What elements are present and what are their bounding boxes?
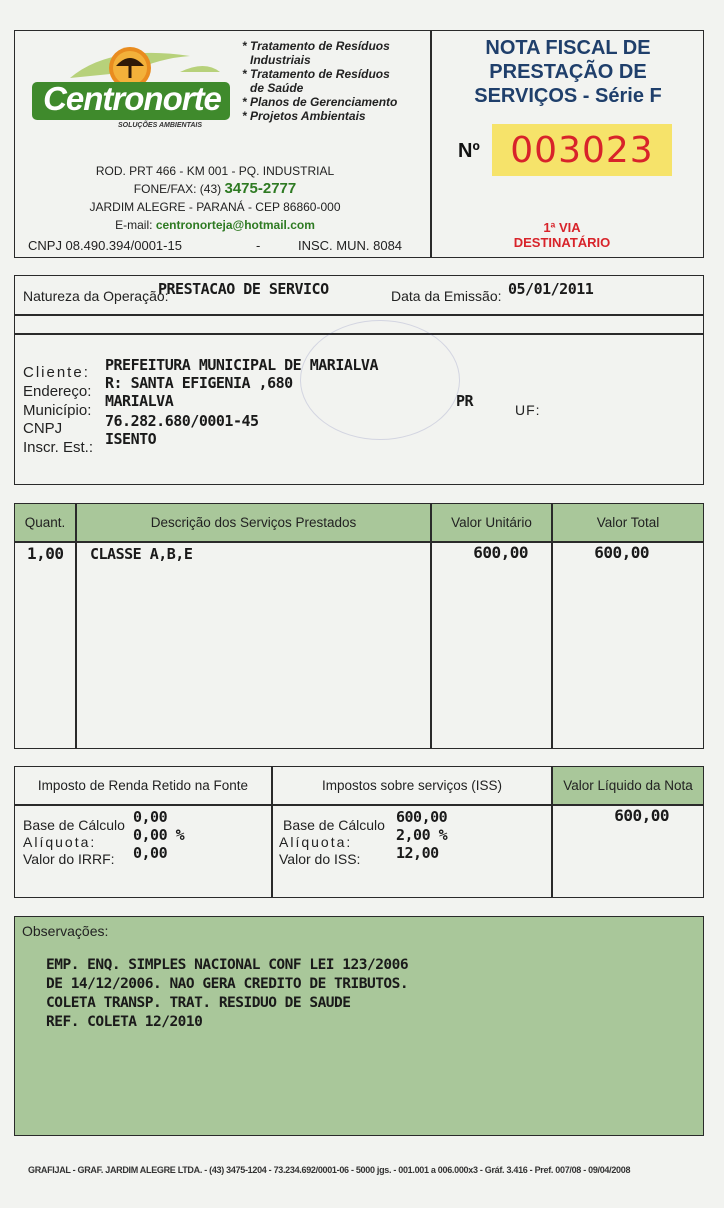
client-uf-value: PR bbox=[456, 392, 474, 410]
net-value: 600,00 bbox=[614, 806, 669, 825]
irrf-rate-value: 0,00 % bbox=[133, 826, 185, 844]
col-header-unit: Valor Unitário bbox=[451, 515, 532, 530]
via-label bbox=[470, 220, 654, 250]
iss-rate-label: Alíquota: bbox=[279, 834, 353, 850]
client-address-value: R: SANTA EFIGENIA ,680 bbox=[105, 374, 293, 392]
service-line: de Saúde bbox=[250, 81, 304, 95]
notes-line: DE 14/12/2006. NAO GERA CREDITO DE TRIBUTOS. bbox=[46, 976, 409, 992]
iss-base-label: Base de Cálculo bbox=[283, 817, 385, 833]
invoice-title bbox=[432, 36, 704, 108]
notes-line: COLETA TRANSP. TRAT. RESIDUO DE SAUDE bbox=[46, 995, 351, 1011]
service-line: * Planos de Gerenciamento bbox=[242, 95, 398, 109]
email-label: E-mail: bbox=[115, 218, 153, 232]
address-line: ROD. PRT 466 - KM 001 - PQ. INDUSTRIAL bbox=[95, 164, 335, 178]
iss-rate-value: 2,00 % bbox=[396, 826, 448, 844]
email-line bbox=[70, 216, 360, 234]
notes-label: Observações: bbox=[22, 923, 109, 939]
company-cnpj: CNPJ 08.490.394/0001-15 bbox=[28, 238, 182, 253]
irrf-header: Imposto de Renda Retido na Fonte bbox=[37, 778, 249, 793]
logo-tagline: SOLUÇÕES AMBIENTAIS bbox=[117, 122, 202, 129]
services-list bbox=[242, 39, 430, 123]
iss-base-value: 600,00 bbox=[396, 808, 448, 826]
title-line: NOTA FISCAL DE bbox=[485, 37, 651, 59]
col-header-desc: Descrição dos Serviços Prestados bbox=[150, 515, 357, 530]
client-name-label: Cliente: bbox=[23, 364, 90, 381]
irrf-rate-label: Alíquota: bbox=[23, 834, 97, 850]
notes-text bbox=[46, 956, 408, 1032]
service-line: Industriais bbox=[250, 53, 311, 67]
item-total: 600,00 bbox=[594, 543, 649, 562]
irrf-value: 0,00 bbox=[133, 844, 168, 862]
notes-line: REF. COLETA 12/2010 bbox=[46, 1014, 203, 1030]
invoice-number-label: Nº bbox=[458, 140, 480, 162]
client-ie-label: Inscr. Est.: bbox=[23, 439, 94, 456]
irrf-value-label: Valor do IRRF: bbox=[23, 851, 115, 867]
client-name-value: PREFEITURA MUNICIPAL DE MARIALVA bbox=[105, 356, 378, 374]
date-value: 05/01/2011 bbox=[508, 280, 594, 298]
company-address bbox=[70, 162, 360, 234]
invoice-number: 003023 bbox=[510, 129, 654, 171]
irrf-base-value: 0,00 bbox=[133, 808, 168, 826]
client-address-label: Endereço: bbox=[23, 383, 92, 400]
via-line: DESTINATÁRIO bbox=[513, 235, 611, 250]
iss-value: 12,00 bbox=[396, 844, 439, 862]
client-cnpj-value: 76.282.680/0001-45 bbox=[105, 412, 259, 430]
service-line: * Projetos Ambientais bbox=[242, 109, 366, 123]
phone-number: 3475-2777 bbox=[224, 180, 297, 197]
phone-line bbox=[70, 180, 360, 198]
logo-wordmark: Centronorte bbox=[43, 80, 221, 117]
client-city-label: Município: bbox=[23, 402, 92, 419]
phone-label: FONE/FAX: (43) bbox=[133, 182, 222, 196]
item-desc: CLASSE A,B,E bbox=[90, 545, 193, 563]
irrf-base-label: Base de Cálculo bbox=[23, 817, 125, 833]
city-line: JARDIM ALEGRE - PARANÁ - CEP 86860-000 bbox=[89, 200, 341, 214]
company-insc-mun: INSC. MUN. 8084 bbox=[298, 238, 403, 253]
nature-value: PRESTACAO DE SERVICO bbox=[158, 280, 329, 298]
title-line: PRESTAÇÃO DE bbox=[489, 61, 647, 83]
client-city-value: MARIALVA bbox=[105, 392, 174, 410]
notes-line: EMP. ENQ. SIMPLES NACIONAL CONF LEI 123/2006 bbox=[46, 957, 409, 973]
client-uf-label: UF: bbox=[515, 402, 541, 418]
email-value[interactable]: centronorteja@hotmail.com bbox=[155, 218, 315, 232]
client-cnpj-label: CNPJ bbox=[23, 420, 63, 437]
client-ie-value: ISENTO bbox=[105, 430, 157, 448]
iss-header: Impostos sobre serviços (ISS) bbox=[321, 778, 503, 793]
title-line: SERVIÇOS - Série F bbox=[474, 85, 662, 107]
nature-label: Natureza da Operação: bbox=[23, 288, 169, 304]
col-header-qty: Quant. bbox=[24, 515, 66, 530]
iss-value-label: Valor do ISS: bbox=[279, 851, 361, 867]
net-header: Valor Líquido da Nota bbox=[563, 778, 693, 793]
printer-footer: GRAFIJAL - GRAF. JARDIM ALEGRE LTDA. - (43) 3475-1204 - 73.234.692/0001-06 - 5000 jgs. - 001.001 a 006.000x3 - Gráf. 3.416 - Pref. 007/08 - 09/04/2008 bbox=[28, 1165, 631, 1175]
col-header-total: Valor Total bbox=[596, 515, 660, 530]
item-unit: 600,00 bbox=[473, 543, 528, 562]
item-qty: 1,00 bbox=[27, 544, 64, 563]
cnpj-separator: - bbox=[256, 238, 261, 253]
stamp-mark bbox=[300, 320, 460, 440]
date-label: Data da Emissão: bbox=[391, 288, 502, 304]
operation-divider-1 bbox=[14, 314, 704, 316]
company-logo bbox=[30, 42, 235, 134]
service-line: * Tratamento de Resíduos bbox=[242, 39, 390, 53]
service-line: * Tratamento de Resíduos bbox=[242, 67, 390, 81]
invoice-number-box bbox=[492, 124, 672, 176]
via-line: 1ª VIA bbox=[543, 220, 581, 235]
